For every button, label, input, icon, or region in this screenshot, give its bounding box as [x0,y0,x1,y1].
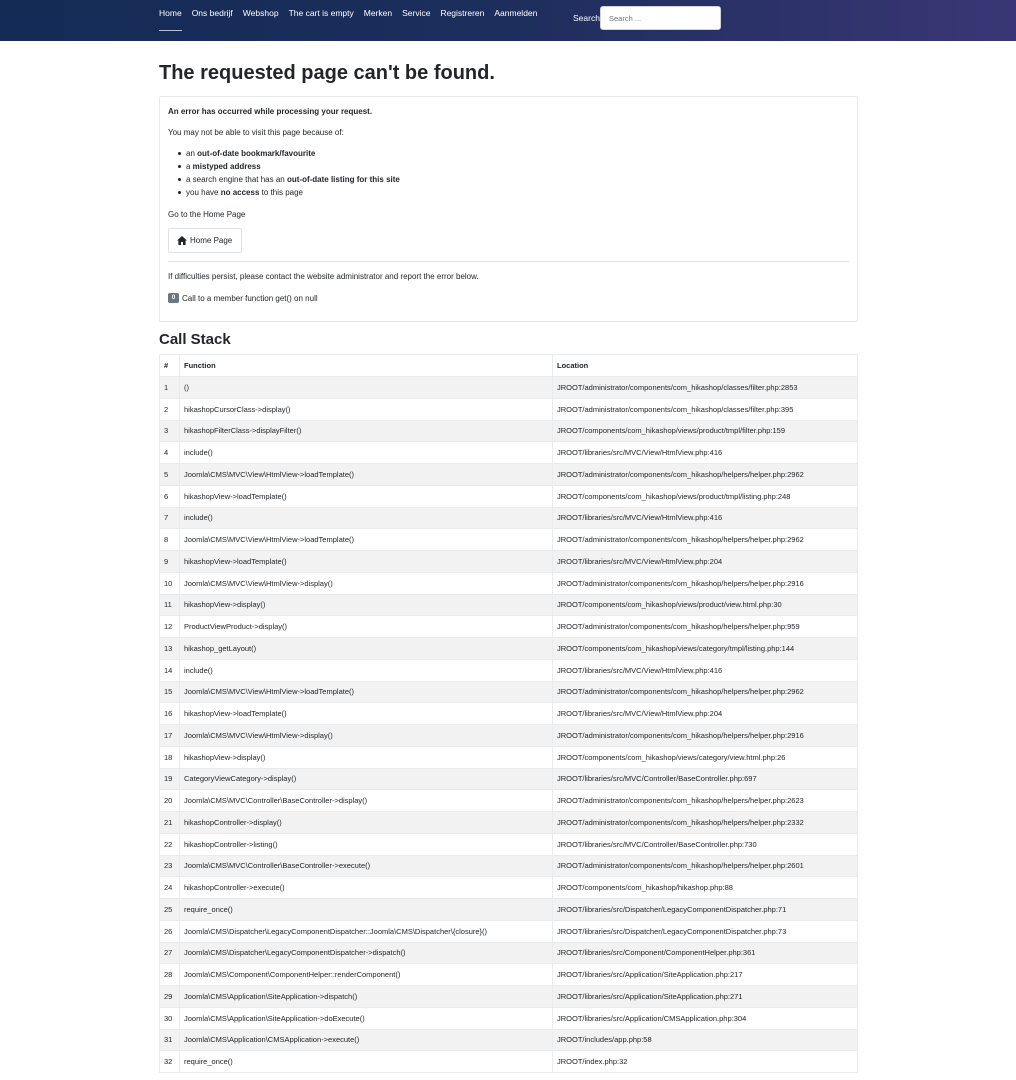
nav-item-the-cart-is-empty[interactable]: The cart is empty [288,8,354,18]
table-row [160,855,858,877]
stack-location: JROOT/administrator/components/com_hikashop/helpers/helper.php:2962 [553,681,858,703]
table-row [160,681,858,703]
stack-function: require_once() [180,1051,553,1073]
stack-number: 9 [160,551,180,573]
stack-number: 2 [160,398,180,420]
nav-item-service[interactable]: Service [402,8,431,18]
table-row [160,768,858,790]
table-row [160,442,858,464]
reason-emphasis: out-of-date listing for this site [286,175,400,184]
stack-number: 6 [160,485,180,507]
stack-function: Joomla\CMS\Dispatcher\LegacyComponentDispatcher->dispatch() [180,942,553,964]
table-row [160,1051,858,1073]
stack-location: JROOT/libraries/src/Dispatcher/LegacyComponentDispatcher.php:71 [553,899,858,921]
stack-number: 18 [160,746,180,768]
stack-function: ProductViewProduct->display() [180,616,553,638]
stack-function: hikashopView->loadTemplate() [180,485,553,507]
stack-function: Joomla\CMS\Dispatcher\LegacyComponentDispatcher::Joomla\CMS\Dispatcher\{closure}() [180,920,553,942]
stack-number: 30 [160,1007,180,1029]
nav-item-aanmelden[interactable]: Aanmelden [494,8,538,18]
stack-location: JROOT/libraries/src/MVC/Controller/BaseController.php:730 [553,833,858,855]
reasons-list [178,147,400,199]
stack-function: hikashopController->display() [180,812,553,834]
main-nav [159,0,547,41]
stack-number: 27 [160,942,180,964]
stack-number: 17 [160,725,180,747]
stack-location: JROOT/administrator/components/com_hikashop/helpers/helper.php:2623 [553,790,858,812]
header-function: Function [180,355,553,377]
stack-function: Joomla\CMS\MVC\View\HtmlView->loadTemplate() [180,681,553,703]
header-location: Location [553,355,858,377]
stack-function: () [180,377,553,399]
stack-number: 15 [160,681,180,703]
stack-number: 3 [160,420,180,442]
stack-location: JROOT/administrator/components/com_hikashop/classes/filter.php:2853 [553,377,858,399]
reason-item [178,147,400,160]
table-row [160,899,858,921]
stack-location: JROOT/components/com_hikashop/views/category/tmpl/listing.php:144 [553,638,858,660]
home-page-button[interactable] [168,228,242,253]
stack-location: JROOT/administrator/components/com_hikashop/helpers/helper.php:2962 [553,529,858,551]
call-stack-table [159,354,858,1073]
stack-function: Joomla\CMS\Application\SiteApplication->dispatch() [180,986,553,1008]
stack-location: JROOT/libraries/src/MVC/Controller/BaseController.php:697 [553,768,858,790]
stack-number: 28 [160,964,180,986]
stack-number: 25 [160,899,180,921]
stack-function: Joomla\CMS\MVC\Controller\BaseController->execute() [180,855,553,877]
stack-number: 20 [160,790,180,812]
table-header-row [160,355,858,377]
nav-item-home[interactable]: Home [159,0,182,28]
table-row [160,920,858,942]
stack-location: JROOT/libraries/src/MVC/View/HtmlView.php:204 [553,551,858,573]
stack-number: 26 [160,920,180,942]
table-row [160,877,858,899]
stack-location: JROOT/libraries/src/MVC/View/HtmlView.php:416 [553,659,858,681]
home-intro: Go to the Home Page [168,210,246,219]
stack-location: JROOT/administrator/components/com_hikashop/helpers/helper.php:2962 [553,464,858,486]
stack-function: Joomla\CMS\Component\ComponentHelper::renderComponent() [180,964,553,986]
stack-location: JROOT/components/com_hikashop/hikashop.php:88 [553,877,858,899]
stack-function: hikashopFilterClass->displayFilter() [180,420,553,442]
table-row [160,377,858,399]
nav-item-registreren[interactable]: Registreren [440,8,485,18]
divider [168,261,849,262]
table-row [160,551,858,573]
stack-location: JROOT/index.php:32 [553,1051,858,1073]
table-row [160,616,858,638]
stack-function: require_once() [180,899,553,921]
stack-number: 4 [160,442,180,464]
stack-location: JROOT/libraries/src/Application/CMSApplication.php:304 [553,1007,858,1029]
stack-number: 8 [160,529,180,551]
stack-function: hikashopView->display() [180,746,553,768]
reason-item [178,160,400,173]
table-row [160,464,858,486]
table-row [160,398,858,420]
stack-location: JROOT/components/com_hikashop/views/product/view.html.php:30 [553,594,858,616]
stack-function: hikashopView->display() [180,594,553,616]
nav-item-ons-bedrijf[interactable]: Ons bedrijf [191,8,233,18]
stack-function: Joomla\CMS\MVC\Controller\BaseController->display() [180,790,553,812]
stack-number: 19 [160,768,180,790]
error-heading: An error has occurred while processing your request. [168,107,373,116]
page-title: The requested page can't be found. [159,62,495,84]
table-row [160,529,858,551]
stack-function: CategoryViewCategory->display() [180,768,553,790]
stack-function: hikashopController->listing() [180,833,553,855]
stack-function: Joomla\CMS\MVC\View\HtmlView->loadTemplate() [180,464,553,486]
reason-item [178,186,400,199]
stack-number: 32 [160,1051,180,1073]
stack-function: hikashopCursorClass->display() [180,398,553,420]
table-row [160,659,858,681]
table-row [160,1007,858,1029]
table-row [160,703,858,725]
stack-number: 16 [160,703,180,725]
search-label: Search [573,13,600,23]
stack-number: 24 [160,877,180,899]
table-row [160,638,858,660]
nav-item-webshop[interactable]: Webshop [242,8,279,18]
call-stack-title: Call Stack [159,331,231,348]
table-row [160,833,858,855]
stack-function: hikashopView->loadTemplate() [180,551,553,573]
stack-function: include() [180,659,553,681]
stack-number: 22 [160,833,180,855]
error-card [159,96,858,322]
error-code-badge: 0 [168,293,179,303]
stack-location: JROOT/components/com_hikashop/views/product/tmpl/listing.php:248 [553,485,858,507]
reason-text: an [186,149,198,158]
reason-text: a search engine that has an [186,175,287,184]
stack-number: 14 [160,659,180,681]
error-message: Call to a member function get() on null [182,293,318,303]
stack-number: 10 [160,572,180,594]
reason-item [178,173,400,186]
table-row [160,507,858,529]
stack-location: JROOT/administrator/components/com_hikashop/classes/filter.php:395 [553,398,858,420]
stack-location: JROOT/libraries/src/Component/ComponentHelper.php:361 [553,942,858,964]
stack-number: 5 [160,464,180,486]
stack-function: Joomla\CMS\MVC\View\HtmlView->loadTemplate() [180,529,553,551]
stack-function: Joomla\CMS\Application\SiteApplication->doExecute() [180,1007,553,1029]
stack-location: JROOT/administrator/components/com_hikashop/helpers/helper.php:2916 [553,572,858,594]
stack-function: include() [180,442,553,464]
stack-location: JROOT/libraries/src/MVC/View/HtmlView.php:416 [553,507,858,529]
stack-location: JROOT/components/com_hikashop/views/product/tmpl/filter.php:159 [553,420,858,442]
search-input[interactable] [600,6,721,30]
stack-location: JROOT/administrator/components/com_hikashop/helpers/helper.php:2332 [553,812,858,834]
stack-location: JROOT/libraries/src/MVC/View/HtmlView.php:204 [553,703,858,725]
stack-location: JROOT/libraries/src/Application/SiteApplication.php:271 [553,986,858,1008]
header-number: # [160,355,180,377]
stack-function: hikashop_getLayout() [180,638,553,660]
table-row [160,485,858,507]
stack-number: 21 [160,812,180,834]
table-row [160,420,858,442]
reason-text: you have [186,188,221,197]
home-page-button-label: Home Page [190,236,233,245]
stack-function: include() [180,507,553,529]
stack-location: JROOT/administrator/components/com_hikashop/helpers/helper.php:2601 [553,855,858,877]
home-icon [177,236,187,245]
stack-location: JROOT/libraries/src/Application/SiteApplication.php:217 [553,964,858,986]
reason-text: a [186,162,193,171]
table-row [160,942,858,964]
stack-function: Joomla\CMS\MVC\View\HtmlView->display() [180,725,553,747]
stack-location: JROOT/components/com_hikashop/views/category/view.html.php:26 [553,746,858,768]
stack-number: 11 [160,594,180,616]
stack-location: JROOT/libraries/src/Dispatcher/LegacyComponentDispatcher.php:73 [553,920,858,942]
reason-emphasis: mistyped address [192,162,261,171]
table-row [160,572,858,594]
stack-number: 23 [160,855,180,877]
top-navbar [0,0,1016,41]
reason-text-suffix: to this page [259,188,303,197]
table-row [160,986,858,1008]
stack-function: Joomla\CMS\Application\CMSApplication->execute() [180,1029,553,1051]
stack-location: JROOT/administrator/components/com_hikashop/helpers/helper.php:2916 [553,725,858,747]
stack-number: 31 [160,1029,180,1051]
stack-location: JROOT/includes/app.php:58 [553,1029,858,1051]
stack-function: hikashopController->execute() [180,877,553,899]
reason-emphasis: out-of-date bookmark/favourite [197,149,316,158]
stack-function: Joomla\CMS\MVC\View\HtmlView->display() [180,572,553,594]
nav-item-merken[interactable]: Merken [363,8,393,18]
table-row [160,594,858,616]
stack-number: 12 [160,616,180,638]
stack-number: 1 [160,377,180,399]
reason-emphasis: no access [220,188,260,197]
stack-location: JROOT/libraries/src/MVC/View/HtmlView.php:416 [553,442,858,464]
table-row [160,746,858,768]
table-row [160,725,858,747]
stack-location: JROOT/administrator/components/com_hikashop/helpers/helper.php:959 [553,616,858,638]
stack-number: 29 [160,986,180,1008]
stack-function: hikashopView->loadTemplate() [180,703,553,725]
table-row [160,964,858,986]
table-row [160,790,858,812]
reasons-intro: You may not be able to visit this page because of: [168,128,344,137]
stack-number: 13 [160,638,180,660]
table-row [160,812,858,834]
table-row [160,1029,858,1051]
error-message-line [168,293,318,303]
stack-number: 7 [160,507,180,529]
persist-text: If difficulties persist, please contact the website administrator and report the error below. [168,272,479,281]
